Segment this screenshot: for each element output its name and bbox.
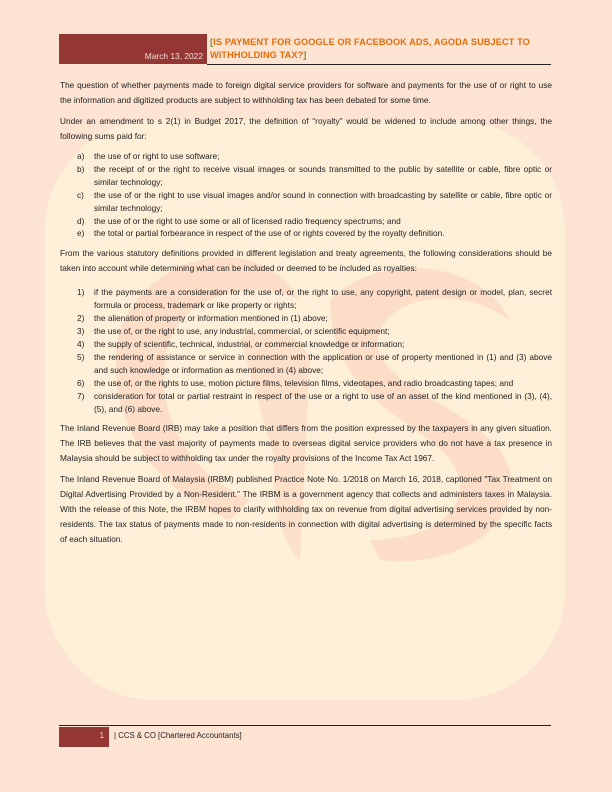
list-item <box>60 150 552 163</box>
list-item-text: the supply of scientific, technical, industrial, or commercial knowledge or information; <box>94 338 405 349</box>
document-title <box>210 36 550 61</box>
list-item-text: the use of or the right to use visual images and/or sound in connection with broadcasting by satellite or cable, fibre optic or similar technology; <box>94 189 552 213</box>
list-item <box>60 163 552 189</box>
title-open-bracket: [ <box>210 37 214 47</box>
list-item-text: the use of or the right to use some or all of licensed radio frequency spectrums; and <box>94 215 401 226</box>
list-item <box>60 377 552 390</box>
footer-accent-bar <box>59 727 109 747</box>
list-item-text: the rendering of assistance or service in connection with the application or use of property mentioned in (1) and (3) above and such knowledge or information as mentioned in (4) above; <box>94 351 552 375</box>
list-item <box>60 286 552 312</box>
paragraph-practice-note: The Inland Revenue Board of Malaysia (IRBM) published Practice Note No. 1/2018 on March 16, 2018, captioned "Tax Treatment on Digital Advertising Provided by a Non-Resident." The IRBM is a government agency that collects and administers taxes in Malaysia. With the release of this Note, the IRBM hopes to clarify withholding tax on revenue from digital advertising services provided by non-residents. The tax status of payments made to non-residents in connection with digital advertising is determined by the specific facts of each situation. <box>60 474 552 545</box>
list-item <box>60 227 552 240</box>
list-item-text: the alienation of property or information mentioned in (1) above; <box>94 313 328 324</box>
list-marker: d) <box>77 215 85 226</box>
list-marker: 1) <box>77 287 85 298</box>
header-divider <box>207 64 551 65</box>
list-marker: 7) <box>77 390 85 401</box>
list-marker: e) <box>77 228 85 239</box>
list-item-text: the total or partial forbearance in respect of the use of or rights covered by the royalty definition. <box>94 228 445 239</box>
list-item-text: consideration for total or partial restraint in respect of the use or a right to use of an asset of the kind mentioned in (3), (4), (5), and (6) above. <box>94 390 552 414</box>
document-body <box>60 78 552 553</box>
list-marker: 3) <box>77 326 85 337</box>
paragraph-amendment: Under an amendment to s 2(1) in Budget 2017, the definition of “royalty” would be widened to include among other things, the following sums paid for: <box>60 116 552 141</box>
paragraph-irb-position: The Inland Revenue Board (IRB) may take a position that differs from the position expressed by the taxpayers in any given situation. The IRB believes that the vast majority of payments made to overseas digital service providers who do not have a tax presence in Malaysia should be subject to withholding tax under the royalty provisions of the Income Tax Act 1967. <box>60 423 552 464</box>
royalty-considerations-list <box>60 286 552 415</box>
list-item <box>60 189 552 215</box>
list-item <box>60 338 552 351</box>
header-date: March 13, 2022 <box>144 51 203 61</box>
page-number: 1 <box>99 731 104 740</box>
footer-firm-name: | CCS & CO [Chartered Accountants] <box>114 731 242 740</box>
list-item-text: the use of, or the rights to use, motion picture films, television films, videotapes, and radio broadcasting tapes; and <box>94 377 514 388</box>
paragraph-intro: The question of whether payments made to foreign digital service providers for software and payments for the use of or right to use the information and digitized products are subject to withholding tax has been debated for some time. <box>60 80 552 105</box>
list-item <box>60 312 552 325</box>
list-marker: 4) <box>77 338 85 349</box>
list-marker: 6) <box>77 377 85 388</box>
list-item-text: the use of, or the right to use, any industrial, commercial, or scientific equipment; <box>94 326 390 337</box>
list-marker: 5) <box>77 351 85 362</box>
footer-divider <box>59 725 551 726</box>
list-marker: a) <box>77 151 85 161</box>
title-line-2: WITHHOLDING TAX? <box>210 49 304 60</box>
list-item <box>60 351 552 377</box>
list-marker: b) <box>77 163 85 174</box>
title-line-1: IS PAYMENT FOR GOOGLE OR FACEBOOK ADS, AGODA SUBJECT TO <box>213 37 530 47</box>
list-marker: c) <box>77 189 84 200</box>
list-item <box>60 325 552 338</box>
list-item-text: if the payments are a consideration for the use of, or the right to use, any copyright, patent design or model, plan, secret formula or process, trademark or like property or rights; <box>94 287 552 311</box>
list-item-text: the use of or right to use software; <box>94 151 220 161</box>
paragraph-considerations: From the various statutory definitions provided in different legislation and treaty agreements, the following considerations should be taken into account while determining what can be included or deemed to be included as royalties: <box>60 248 552 274</box>
list-item-text: the receipt of or the right to receive visual images or sounds transmitted to the public by satellite or cable, fibre optic or similar technology; <box>94 163 552 187</box>
title-close-bracket: ] <box>303 49 307 60</box>
list-item <box>60 215 552 228</box>
list-item <box>60 390 552 416</box>
list-marker: 2) <box>77 313 85 324</box>
header-accent-bar <box>59 34 207 64</box>
royalty-sums-list <box>60 150 552 240</box>
